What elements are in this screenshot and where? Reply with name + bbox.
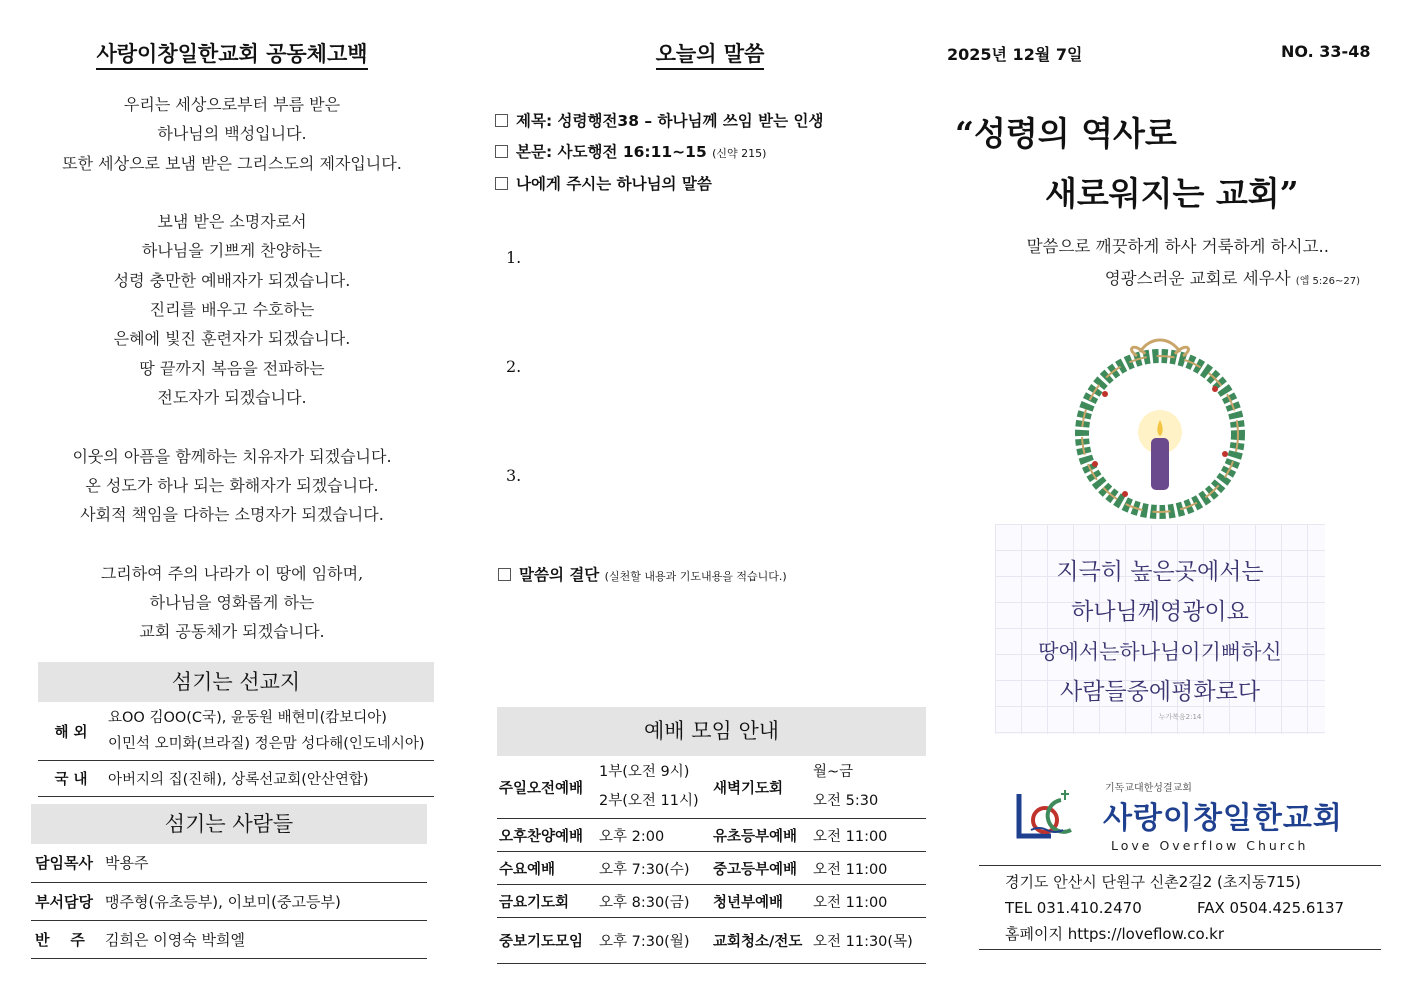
verse-reference: 누가복음2:14 [1158, 713, 1202, 721]
confession-line: 하나님의 백성입니다. [157, 124, 307, 144]
confession-title: 사랑이창일한교회 공동체고백 [22, 38, 442, 68]
staff-value: 맹주형(유초등부), 이보미(중고등부) [101, 882, 427, 920]
verse-line: 사람들중에평화로다 [1060, 679, 1260, 705]
confession-line: 하나님을 기쁘게 찬양하는 [141, 241, 323, 261]
scripture-line-1: 말씀으로 깨끗하게 하사 거룩하게 하시고.. [1026, 237, 1329, 256]
note-number: 3. [506, 466, 522, 485]
worship-label: 오후찬양예배 [497, 819, 597, 852]
overseas-label: 해 외 [54, 724, 88, 741]
sermon-item: 제목: 성령행전38 – 하나님께 쓰임 받는 인생 [495, 106, 930, 137]
staff-section [31, 804, 427, 959]
staff-title: 섬기는 사람들 [31, 804, 427, 844]
checkbox-icon [498, 568, 511, 581]
note-number: 2. [506, 357, 522, 376]
church-english-name: Love Overflow Church [1111, 838, 1309, 853]
confession-line: 우리는 세상으로부터 부름 받은 [123, 95, 341, 114]
missionary-section [38, 662, 434, 797]
staff-label: 담임목사 [31, 844, 101, 882]
worship-time: 오후 7:30(수) [597, 852, 711, 885]
slogan-line-2: 새로워지는 교회” [1045, 174, 1299, 213]
worship-time: 2부(오전 11시) [599, 793, 699, 809]
checkbox-icon [495, 145, 508, 158]
advent-wreath-illustration [1065, 334, 1255, 524]
worship-table [497, 756, 926, 964]
scripture-line-2: 영광스러운 교회로 세우사 (엡 5:26~27) [1104, 269, 1360, 288]
overseas-line: 요OO 김OO(C국), 윤동원 배현미(캄보디아) [108, 710, 387, 726]
checkbox-icon [495, 114, 508, 127]
missionary-table [38, 702, 434, 797]
denomination: 기독교대한성결교회 [1105, 783, 1192, 794]
missionary-title: 섬기는 선교지 [38, 662, 434, 702]
worship-time: 월~금 [813, 764, 854, 780]
worship-time: 오전 11:00 [811, 885, 926, 918]
worship-label: 중고등부예배 [711, 852, 811, 885]
worship-time: 1부(오전 9시) [599, 764, 690, 780]
sermon-item: 나에게 주시는 하나님의 말씀 [495, 169, 930, 200]
bulletin-date: 2025년 12월 7일 [947, 45, 1083, 64]
address: 경기도 안산시 단원구 신촌2길2 (초지동715) [1005, 873, 1301, 891]
slogan-line-1: “성령의 역사로 [955, 114, 1177, 153]
verse-panel [995, 524, 1325, 734]
sermon-title: 오늘의 말씀 [490, 38, 930, 68]
sermon-items [490, 106, 930, 200]
fax: FAX 0504.425.6137 [1197, 899, 1345, 917]
worship-label: 금요기도회 [497, 885, 597, 918]
staff-label: 부서담당 [31, 882, 101, 920]
church-name: 사랑이창일한교회 [1103, 801, 1343, 836]
confession-line: 하나님을 영화롭게 하는 [149, 593, 315, 613]
checkbox-icon [495, 177, 508, 190]
decision-item: 말씀의 결단 (실천할 내용과 기도내용을 적습니다.) [498, 560, 787, 592]
phone-line [1005, 895, 1381, 921]
telephone: TEL 031.410.2470 [1005, 899, 1142, 917]
confession-line: 은혜에 빛진 훈련자가 되겠습니다. [113, 329, 351, 349]
worship-time: 오전 11:00 [811, 852, 926, 885]
worship-label: 새벽기도회 [711, 756, 811, 819]
contact-info [979, 865, 1381, 950]
logo-letter-c [1048, 800, 1071, 832]
worship-title: 예배 모임 안내 [497, 707, 926, 756]
worship-time: 오후 8:30(금) [597, 885, 711, 918]
worship-time: 오후 2:00 [597, 819, 711, 852]
worship-time: 오전 5:30 [813, 793, 879, 809]
confession-line: 온 성도가 하나 되는 화해자가 되겠습니다. [85, 475, 379, 495]
sermon-item: 본문: 사도행전 16:11~15 (신약 215) [495, 137, 930, 169]
worship-label: 유초등부예배 [711, 819, 811, 852]
domestic-label: 국 내 [54, 772, 88, 788]
confession-line: 땅 끝까지 복음을 전파하는 [139, 358, 325, 378]
staff-label: 반 주 [31, 920, 101, 958]
domestic-value: 아버지의 집(진해), 상록선교회(안산연합) [108, 772, 369, 788]
confession-line: 전도자가 되겠습니다. [157, 387, 307, 407]
worship-section [497, 707, 926, 964]
worship-label: 교회청소/전도 [711, 918, 811, 964]
overseas-line: 이민석 오미화(브라질) 정은맘 성다해(인도네시아) [108, 736, 425, 752]
staff-value: 박용주 [101, 844, 427, 882]
note-number: 1. [506, 248, 522, 267]
candle [1151, 438, 1169, 490]
worship-label: 수요예배 [497, 852, 597, 885]
church-logo-icon [1011, 786, 1081, 846]
staff-table [31, 844, 427, 959]
confession-line: 진리를 배우고 수호하는 [149, 300, 315, 320]
confession-line: 또한 세상으로 보냄 받은 그리스도의 제자입니다. [62, 153, 402, 173]
worship-time: 오전 11:30(목) [811, 918, 926, 964]
confession-line: 그리하여 주의 나라가 이 땅에 임하며, [100, 563, 364, 583]
worship-label: 중보기도모임 [497, 918, 597, 964]
confession-line: 이웃의 아픔을 함께하는 치유자가 되겠습니다. [72, 446, 392, 466]
worship-time: 오전 11:00 [811, 819, 926, 852]
worship-label: 청년부예배 [711, 885, 811, 918]
cross-icon [1061, 790, 1069, 800]
verse-line: 하나님께영광이요 [1071, 599, 1249, 625]
verse-line: 땅에서는하나님이기뻐하신 [1038, 640, 1282, 664]
homepage-link[interactable]: 홈페이지 https://loveflow.co.kr [1005, 925, 1225, 943]
left-column [22, 0, 442, 949]
staff-value: 김희은 이영숙 박희엘 [101, 920, 427, 958]
verse-line: 지극히 높은곳에서는 [1056, 559, 1264, 585]
confession-line: 보냄 받은 소명자로서 [157, 212, 307, 232]
confession-line: 사회적 책임을 다하는 소명자가 되겠습니다. [80, 505, 384, 525]
worship-label: 주일오전예배 [497, 756, 597, 819]
issue-number: NO. 33-48 [1281, 42, 1371, 61]
middle-column [490, 0, 930, 950]
confession-text [22, 90, 442, 647]
worship-time: 오후 7:30(월) [597, 918, 711, 964]
confession-line: 교회 공동체가 되겠습니다. [139, 622, 325, 642]
confession-line: 성령 충만한 예배자가 되겠습니다. [113, 270, 351, 290]
